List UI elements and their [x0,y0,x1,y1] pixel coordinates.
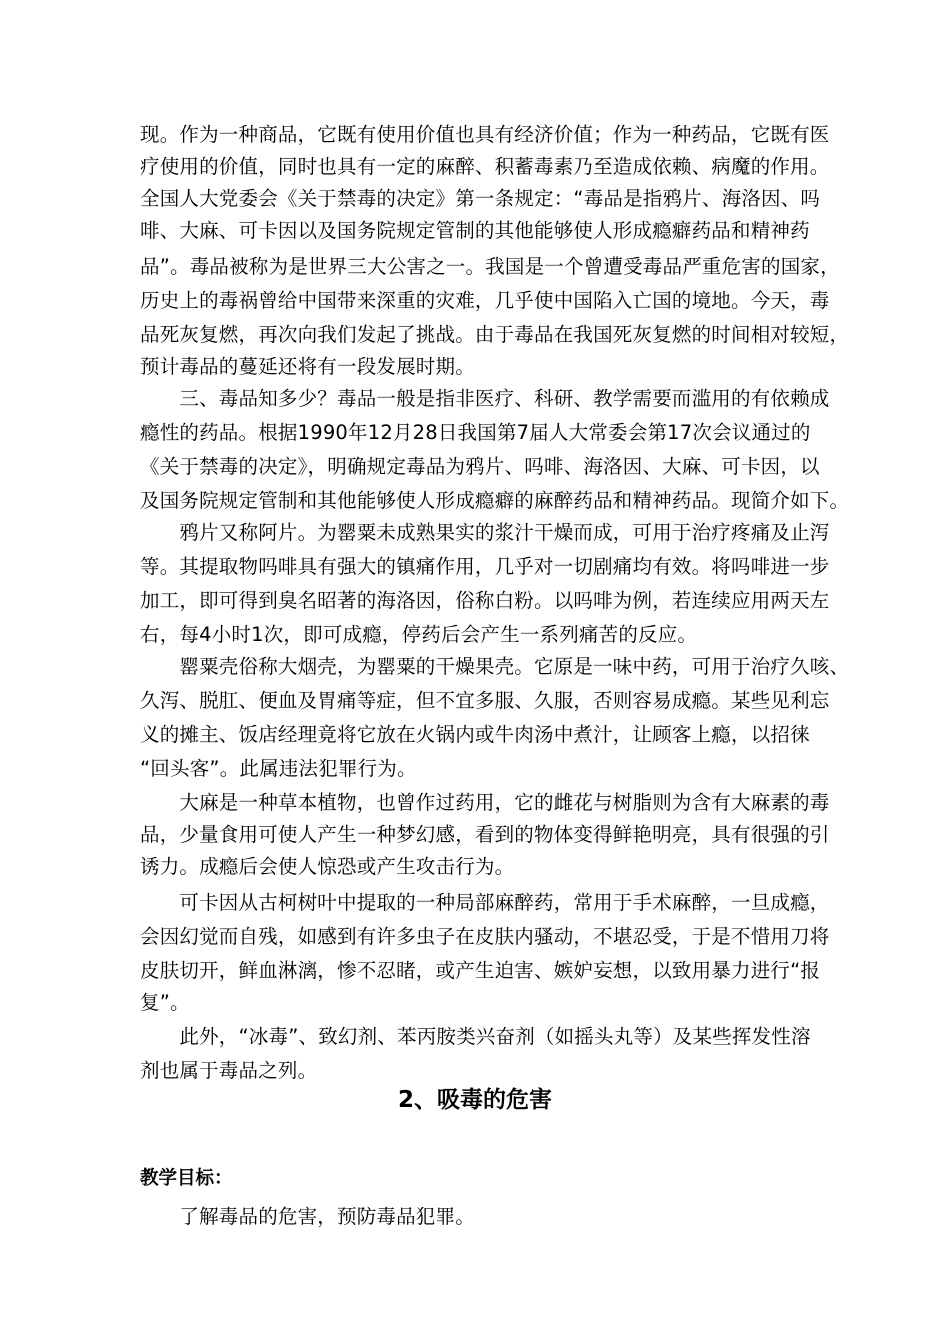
body-line: 剂也属于毒品之列。 [140,1059,318,1082]
body-line: 现。作为一种商品，它既有使用价值也具有经济价值；作为一种药品，它既有医 [140,123,830,146]
body-line: 历史上的毒祸曾给中国带来深重的灾难，几乎使中国陷入亡国的境地。今天，毒 [140,289,830,312]
section-heading: 2、吸毒的危害 [397,1087,552,1113]
body-line: 皮肤切开，鲜血淋漓，惨不忍睹，或产生迫害、嫉妒妄想，以致用暴力进行“报 [140,959,821,982]
body-line: 品死灰复燃，再次向我们发起了挑战。由于毒品在我国死灰复燃的时间相对较短， [140,323,850,346]
body-line: 久泻、脱肛、便血及胃痛等症，但不宜多服、久服，否则容易成瘾。某些见利忘 [140,689,830,712]
body-line: 会因幻觉而自残，如感到有许多虫子在皮肤内骚动，不堪忍受，于是不惜用刀将 [140,925,830,948]
body-line: 《关于禁毒的决定》，明确规定毒品为鸦片、吗啡、海洛因、大麻、可卡因，以 [140,455,820,478]
body-line: 大麻是一种草本植物，也曾作过药用，它的雌花与树脂则为含有大麻素的毒 [140,791,830,814]
body-line: 啡、大麻、可卡因以及国务院规定管制的其他能够使人形成瘾癖药品和精神药 [140,219,810,242]
body-line: 罂粟壳俗称大烟壳，为罂粟的干燥果壳。它原是一味中药，可用于治疗久咳、 [140,655,850,678]
body-line: 加工，即可得到臭名昭著的海洛因，俗称白粉。以吗啡为例，若连续应用两天左 [140,589,830,612]
body-line: 复”。 [140,991,190,1014]
body-line: 全国人大党委会《关于禁毒的决定》第一条规定：“毒品是指鸦片、海洛因、吗 [140,187,821,210]
body-line: 诱力。成瘾后会使人惊恐或产生攻击行为。 [140,855,515,878]
body-line: 瘾性的药品。根据1990年12月28日我国第7届人大常委会第17次会议通过的 [140,421,811,444]
teaching-goal-text: 了解毒品的危害，预防毒品犯罪。 [140,1205,475,1228]
body-line: 预计毒品的蔓延还将有一段发展时期。 [140,355,475,378]
body-line: 鸦片又称阿片。为罂粟未成熟果实的浆汁干燥而成，可用于治疗疼痛及止泻 [140,521,830,544]
body-line: 及国务院规定管制和其他能够使人形成瘾癖的麻醉药品和精神药品。现简介如下。 [140,489,850,512]
body-line: 三、毒品知多少？毒品一般是指非医疗、科研、教学需要而滥用的有依赖成 [140,387,830,410]
body-line: 疗使用的价值，同时也具有一定的麻醉、积蓄毒素乃至造成依赖、病魔的作用。 [140,155,830,178]
body-line: 等。其提取物吗啡具有强大的镇痛作用，几乎对一切剧痛均有效。将吗啡进一步 [140,555,830,578]
body-line: 品，少量食用可使人产生一种梦幻感，看到的物体变得鲜艳明亮，具有很强的引 [140,823,830,846]
teaching-goal-label: 教学目标： [140,1168,233,1189]
body-line: “回头客”。此属违法犯罪行为。 [140,757,417,780]
body-line: 义的摊主、饭店经理竟将它放在火锅内或牛肉汤中煮汁，让顾客上瘾，以招徕 [140,723,810,746]
body-line: 可卡因从古柯树叶中提取的一种局部麻醉药，常用于手术麻醉，一旦成瘾， [140,891,830,914]
body-line: 此外，“冰毒”、致幻剂、苯丙胺类兴奋剂（如摇头丸等）及某些挥发性溶 [140,1025,811,1048]
body-line: 右，每4小时1次，即可成瘾，停药后会产生一系列痛苦的反应。 [140,623,698,646]
body-line: 品”。毒品被称为是世界三大公害之一。我国是一个曾遭受毒品严重危害的国家， [140,255,840,278]
